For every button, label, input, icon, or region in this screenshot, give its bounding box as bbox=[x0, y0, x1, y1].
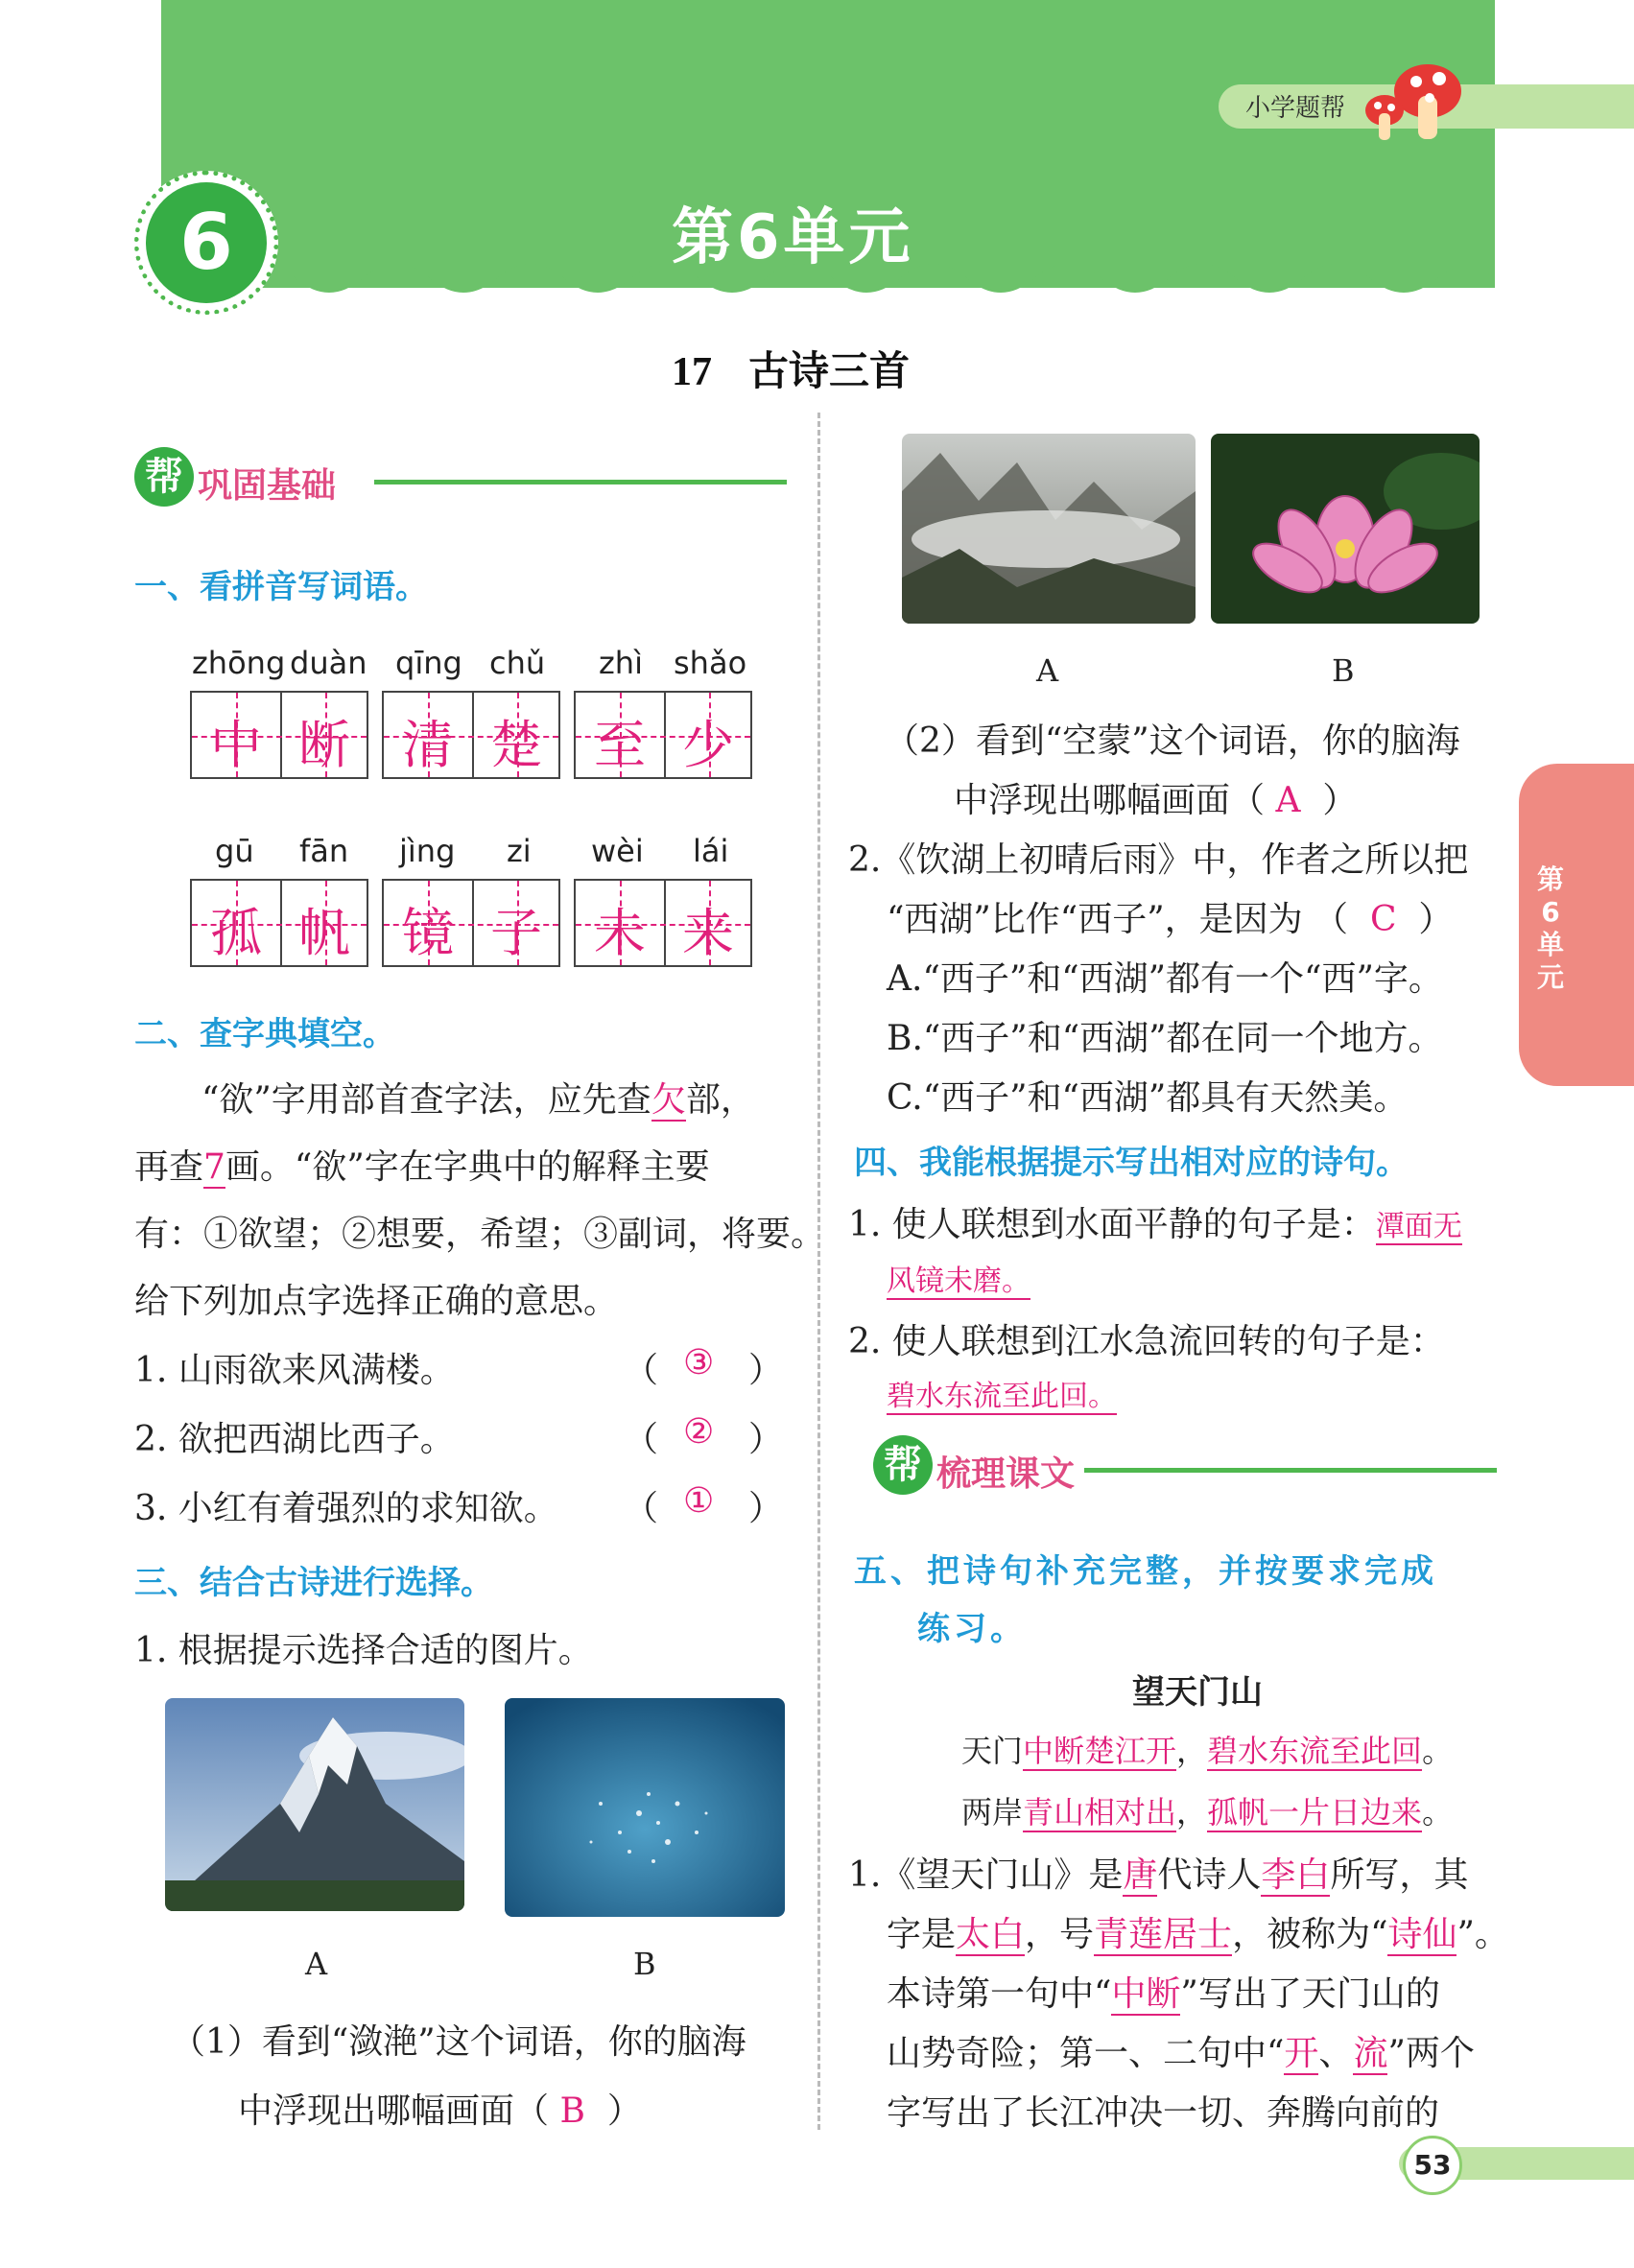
answer-blank: 孤帆一片日边来 bbox=[1207, 1794, 1423, 1831]
text: 所写，其 bbox=[1330, 1855, 1469, 1895]
mountain-photo bbox=[165, 1698, 464, 1911]
char-grid bbox=[574, 691, 752, 779]
answer-blank: 风镜未磨。 bbox=[887, 1264, 1030, 1298]
pinyin: fān bbox=[299, 833, 349, 869]
text: 两岸 bbox=[961, 1794, 1024, 1831]
answer-char: 少 bbox=[682, 717, 734, 774]
pinyin: shǎo bbox=[674, 645, 747, 681]
text: “欲”字用部首查字法，应先查 bbox=[201, 1080, 651, 1120]
q2-item-2: 2. 欲把西湖比西子。 bbox=[134, 1420, 455, 1459]
answer-blank: 碧水东流至此回 bbox=[1207, 1733, 1423, 1769]
q3-1-line1: （1）看到“潋滟”这个词语，你的脑海 bbox=[171, 2022, 746, 2062]
lotus-photo bbox=[1211, 434, 1480, 624]
char-grid bbox=[190, 691, 368, 779]
lotus-illustration bbox=[1211, 434, 1480, 624]
text: 字是 bbox=[887, 1915, 957, 1954]
answer-blank: 开 bbox=[1284, 2034, 1319, 2073]
section-rule bbox=[1084, 1468, 1497, 1473]
answer-blank: 中断楚江开 bbox=[1023, 1733, 1177, 1769]
paren: （ bbox=[624, 1489, 659, 1528]
poem-line2 bbox=[961, 1788, 1453, 1832]
text: ） bbox=[606, 2091, 642, 2131]
answer-blank: 李白 bbox=[1261, 1855, 1331, 1895]
paren: ） bbox=[748, 1351, 784, 1390]
answer-char: 子 bbox=[490, 905, 542, 962]
paren: （ bbox=[624, 1420, 659, 1459]
q5-s3 bbox=[887, 1967, 1440, 2016]
answer: ② bbox=[683, 1412, 715, 1452]
text: 1.《望天门山》是 bbox=[848, 1855, 1124, 1895]
image-label-b: B bbox=[633, 1946, 656, 1982]
char-grid bbox=[382, 879, 560, 967]
section-title: 巩固基础 bbox=[198, 466, 337, 506]
text: 。 bbox=[1422, 1794, 1454, 1831]
pinyin: duàn bbox=[290, 645, 367, 681]
poem-line1 bbox=[961, 1727, 1453, 1771]
bang-icon: 帮 bbox=[134, 447, 194, 507]
pinyin: chǔ bbox=[489, 645, 546, 681]
text: “西湖”比作“西子”，是因为 （ bbox=[887, 900, 1349, 939]
answer-char: 镜 bbox=[402, 905, 454, 962]
text: ， bbox=[1176, 1733, 1208, 1769]
answer-blank: 中断 bbox=[1111, 1974, 1181, 2014]
unit-badge-number: 6 bbox=[146, 182, 267, 303]
q2-text-line3: 有：①欲望；②想要，希望；③副词，将要。 bbox=[134, 1215, 826, 1254]
answer-blank: 欠 bbox=[651, 1080, 686, 1120]
option-c: C.“西子”和“西湖”都具有天然美。 bbox=[887, 1078, 1409, 1118]
q5-s5: 字写出了长江冲决一切、奔腾向前的 bbox=[887, 2093, 1440, 2133]
misty-mountain-illustration bbox=[902, 434, 1196, 624]
q3-2-line2 bbox=[954, 773, 1357, 822]
text: 部， bbox=[685, 1080, 755, 1120]
text: ”两个 bbox=[1387, 2034, 1475, 2073]
q5-s4 bbox=[887, 2026, 1475, 2075]
image-label-b: B bbox=[1332, 652, 1355, 689]
q2-heading: 二、查字典填空。 bbox=[134, 1015, 395, 1053]
q2-item-3: 3. 小红有着强烈的求知欲。 bbox=[134, 1489, 558, 1528]
mountain-illustration bbox=[165, 1698, 464, 1911]
pinyin: lái bbox=[693, 833, 729, 869]
paren: ） bbox=[748, 1420, 784, 1459]
misty-mountain-photo bbox=[902, 434, 1196, 624]
text: 、 bbox=[1318, 2034, 1354, 2073]
q5-s1 bbox=[848, 1848, 1468, 1897]
answer-char: 孤 bbox=[210, 905, 262, 962]
lesson-title bbox=[672, 340, 910, 397]
q3-sub2-line1: 2.《饮湖上初晴后雨》中，作者之所以把 bbox=[848, 840, 1469, 880]
text: ， bbox=[1176, 1794, 1208, 1831]
q4-heading: 四、我能根据提示写出相对应的诗句。 bbox=[854, 1144, 1409, 1182]
text: 中浮现出哪幅画面（ bbox=[238, 2091, 550, 2131]
q2-text-line1 bbox=[201, 1073, 755, 1122]
text: 再查 bbox=[134, 1147, 204, 1187]
text: 本诗第一句中“ bbox=[887, 1974, 1112, 2014]
page-number: 53 bbox=[1403, 2136, 1462, 2195]
q2-text-line4: 给下列加点字选择正确的意思。 bbox=[134, 1282, 619, 1321]
option-a: A.“西子”和“西湖”都有一个“西”字。 bbox=[887, 959, 1443, 999]
char-grid bbox=[574, 879, 752, 967]
unit-title: 第6单元 bbox=[672, 202, 914, 273]
section-rule bbox=[374, 480, 787, 484]
q4-item1-cont bbox=[887, 1257, 1030, 1299]
text: 画。“欲”字在字典中的解释主要 bbox=[225, 1147, 710, 1187]
text: 1. 使人联想到水面平静的句子是： bbox=[848, 1205, 1376, 1244]
answer-char: 断 bbox=[298, 717, 350, 774]
image-label-a: A bbox=[1036, 652, 1059, 689]
answer-blank: 太白 bbox=[956, 1915, 1026, 1954]
image-label-a: A bbox=[305, 1946, 328, 1982]
answer-char: 清 bbox=[402, 717, 454, 774]
pinyin: wèi bbox=[591, 833, 644, 869]
paren: （ bbox=[624, 1351, 659, 1390]
answer: ① bbox=[683, 1481, 715, 1521]
brand-text: 小学题帮 bbox=[1245, 94, 1346, 123]
text: 天门 bbox=[961, 1733, 1024, 1769]
q4-item2: 2. 使人联想到江水急流回转的句子是： bbox=[848, 1322, 1445, 1361]
q3-sub1: 1. 根据提示选择合适的图片。 bbox=[134, 1631, 593, 1670]
section-header-review bbox=[873, 1435, 1497, 1502]
pinyin: zhì bbox=[599, 645, 643, 681]
answer-blank: 诗仙 bbox=[1387, 1915, 1457, 1954]
answer-char: 楚 bbox=[490, 717, 542, 774]
answer-char: 至 bbox=[594, 717, 646, 774]
q5-s2 bbox=[887, 1907, 1509, 1956]
text: 中浮现出哪幅画面（ bbox=[954, 781, 1266, 820]
water-photo bbox=[505, 1698, 785, 1917]
poem-title: 望天门山 bbox=[1132, 1673, 1263, 1712]
text: ，号 bbox=[1025, 1915, 1095, 1954]
section-header-basics bbox=[134, 447, 787, 514]
answer-blank: 青莲居士 bbox=[1094, 1915, 1233, 1954]
q2-item-1: 1. 山雨欲来风满楼。 bbox=[134, 1351, 455, 1390]
water-illustration bbox=[505, 1698, 785, 1917]
q5-heading-line1: 五、把诗句补充完整，并按要求完成 bbox=[854, 1552, 1437, 1591]
q5-heading-line2: 练习。 bbox=[917, 1610, 1027, 1648]
pinyin: zi bbox=[507, 833, 532, 869]
q3-2-line1: （2）看到“空蒙”这个词语，你的脑海 bbox=[885, 721, 1460, 761]
text: ”。 bbox=[1456, 1915, 1509, 1954]
mushroom-icon bbox=[1361, 58, 1466, 149]
text: 代诗人 bbox=[1157, 1855, 1262, 1895]
pinyin: qīng bbox=[395, 645, 462, 681]
column-divider bbox=[817, 413, 820, 2130]
side-tab-label: 第6单元 bbox=[1536, 863, 1564, 993]
pinyin: jìng bbox=[399, 833, 456, 869]
text: ） bbox=[1418, 900, 1454, 939]
option-b: B.“西子”和“西湖”都在同一个地方。 bbox=[887, 1019, 1443, 1058]
answer-blank: 7 bbox=[203, 1147, 225, 1187]
answer-char: 中 bbox=[210, 717, 262, 774]
answer-char: 帆 bbox=[298, 905, 350, 962]
text: ） bbox=[1322, 781, 1358, 820]
answer-blank: 唐 bbox=[1123, 1855, 1158, 1895]
answer: B bbox=[559, 2091, 585, 2131]
answer: ③ bbox=[683, 1343, 715, 1382]
pinyin: gū bbox=[215, 833, 254, 869]
q3-sub2-line2 bbox=[887, 892, 1453, 941]
pinyin: zhōng bbox=[192, 645, 286, 681]
paren: ） bbox=[748, 1489, 784, 1528]
q3-1-line2 bbox=[238, 2084, 642, 2133]
answer: C bbox=[1369, 900, 1397, 939]
answer: A bbox=[1275, 781, 1301, 820]
lesson-name: 古诗三首 bbox=[748, 347, 911, 394]
text: 山势奇险；第一、二句中“ bbox=[887, 2034, 1285, 2073]
q1-heading: 一、看拼音写词语。 bbox=[134, 568, 428, 606]
answer-blank: 流 bbox=[1353, 2034, 1388, 2073]
q2-text-line2 bbox=[134, 1140, 710, 1189]
lesson-number: 17 bbox=[672, 350, 712, 394]
answer-blank: 潭面无 bbox=[1375, 1210, 1462, 1243]
answer-char: 来 bbox=[682, 905, 734, 962]
answer-blank: 碧水东流至此回。 bbox=[887, 1380, 1117, 1413]
q3-heading: 三、结合古诗进行选择。 bbox=[134, 1564, 493, 1602]
section-title: 梳理课文 bbox=[936, 1454, 1076, 1494]
char-grid bbox=[190, 879, 368, 967]
q4-item2-ans bbox=[887, 1372, 1117, 1414]
q4-item1 bbox=[848, 1197, 1462, 1246]
text: 。 bbox=[1422, 1733, 1454, 1769]
char-grid bbox=[382, 691, 560, 779]
bang-icon: 帮 bbox=[873, 1435, 933, 1495]
text: ，被称为“ bbox=[1232, 1915, 1388, 1954]
text: ”写出了天门山的 bbox=[1180, 1974, 1440, 2014]
answer-char: 未 bbox=[594, 905, 646, 962]
answer-blank: 青山相对出 bbox=[1023, 1794, 1177, 1831]
